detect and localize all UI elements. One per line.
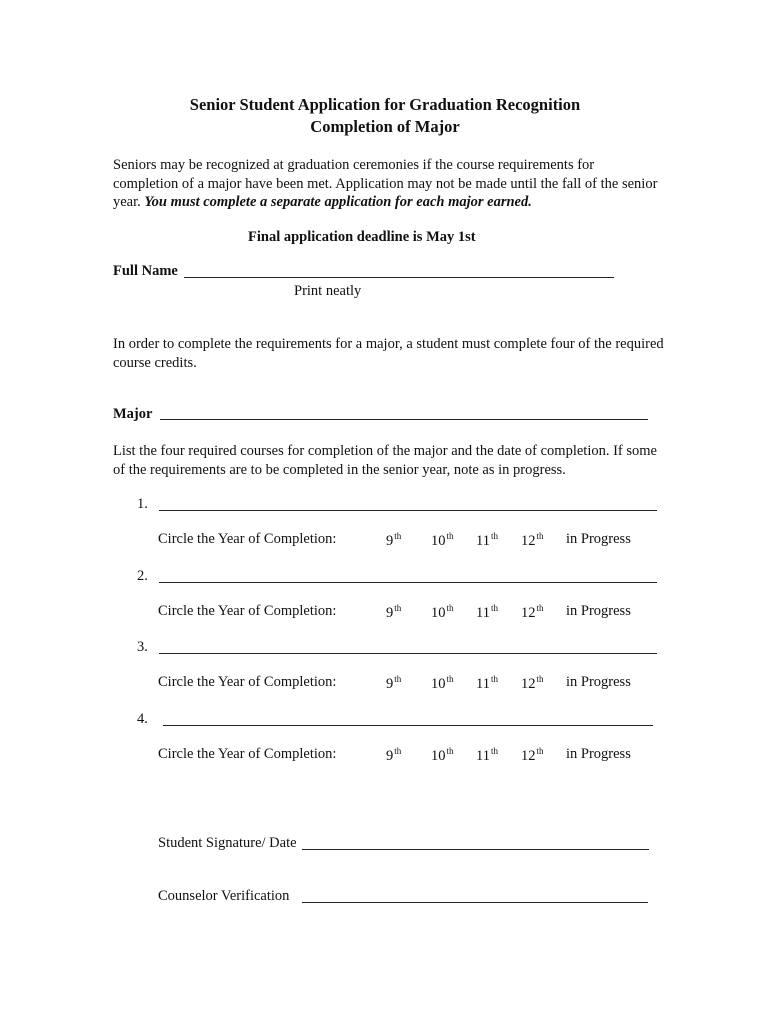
signature-date-field[interactable] [302,834,649,850]
counselor-label: Counselor Verification [158,888,290,904]
year-suffix: th [394,602,402,613]
year-number: 11 [476,676,490,692]
in-progress-option[interactable]: in Progress [566,531,631,547]
year-option-11[interactable] [476,746,498,765]
course-name-field[interactable] [163,710,653,726]
title-line-2: Completion of Major [310,117,460,136]
year-number: 12 [521,533,536,549]
list-instructions: List the four required courses for completion of the major and the date of completion. If some of the requirements are to be completed in the senior year, note as in progress. [113,443,657,478]
year-number: 12 [521,747,536,764]
title-line-1: Senior Student Application for Graduation Recognition [189,95,581,114]
requirement-paragraph: In order to complete the requirements for a major, a student must complete four of the required course credits. [113,336,664,371]
major-field[interactable] [160,404,648,420]
year-option-12[interactable] [521,674,544,693]
intro-text: Seniors may be recognized at graduation ceremonies if the course requirements for completion of a major have been met. Application may not be made until the fall of the senior year. [113,157,658,210]
full-name-field[interactable] [184,262,614,278]
circle-year-label: Circle the Year of Completion: [158,531,337,547]
year-suffix: th [446,745,454,756]
year-number: 11 [476,533,490,549]
year-option-11[interactable] [476,531,498,550]
year-suffix: th [394,531,402,541]
year-suffix: th [394,745,402,756]
year-option-12[interactable] [521,531,544,550]
year-suffix: th [536,531,544,541]
year-number: 9 [386,533,394,549]
year-option-12[interactable] [521,746,544,765]
counselor-verification-field[interactable] [302,887,648,903]
year-suffix: th [536,674,544,684]
circle-year-label: Circle the Year of Completion: [158,674,337,690]
year-suffix: th [536,745,544,756]
year-number: 12 [521,604,536,621]
year-option-10[interactable] [431,746,454,765]
year-number: 10 [431,604,446,621]
year-number: 11 [476,747,490,764]
in-progress-option[interactable]: in Progress [566,602,631,619]
course-number: 1. [137,496,148,512]
course-number: 4. [137,710,148,727]
full-name-label: Full Name [113,263,178,279]
course-name-field[interactable] [159,567,657,583]
year-suffix: th [446,674,454,684]
year-suffix: th [394,674,402,684]
signature-label: Student Signature/ Date [158,835,297,851]
year-number: 9 [386,747,394,764]
year-number: 11 [476,604,490,621]
course-number: 3. [137,639,148,655]
year-suffix: th [446,531,454,541]
year-option-10[interactable] [431,603,454,622]
circle-year-label: Circle the Year of Completion: [158,602,337,619]
year-option-11[interactable] [476,603,498,622]
in-progress-option[interactable]: in Progress [566,745,631,762]
year-option-12[interactable] [521,603,544,622]
course-name-field[interactable] [159,495,657,511]
year-number: 9 [386,676,394,692]
year-suffix: th [490,602,498,613]
year-number: 12 [521,676,536,692]
year-number: 10 [431,747,446,764]
year-number: 10 [431,533,446,549]
circle-year-label: Circle the Year of Completion: [158,745,337,762]
course-name-field[interactable] [159,638,657,654]
deadline-notice: Final application deadline is May 1st [248,229,476,245]
year-number: 9 [386,604,394,621]
year-option-9[interactable] [386,674,401,693]
year-option-10[interactable] [431,674,454,693]
intro-paragraph [113,156,658,212]
year-suffix: th [490,745,498,756]
year-suffix: th [536,602,544,613]
intro-emphasis: You must complete a separate application for each major earned. [144,194,532,210]
in-progress-option[interactable]: in Progress [566,674,631,690]
major-label: Major [113,406,153,422]
year-suffix: th [490,674,498,684]
year-suffix: th [490,531,498,541]
year-suffix: th [446,602,454,613]
print-neatly-hint: Print neatly [294,283,362,299]
year-option-10[interactable] [431,531,454,550]
course-number: 2. [137,567,148,584]
year-option-9[interactable] [386,746,401,765]
year-option-9[interactable] [386,531,401,550]
year-option-9[interactable] [386,603,401,622]
year-option-11[interactable] [476,674,498,693]
year-number: 10 [431,676,446,692]
